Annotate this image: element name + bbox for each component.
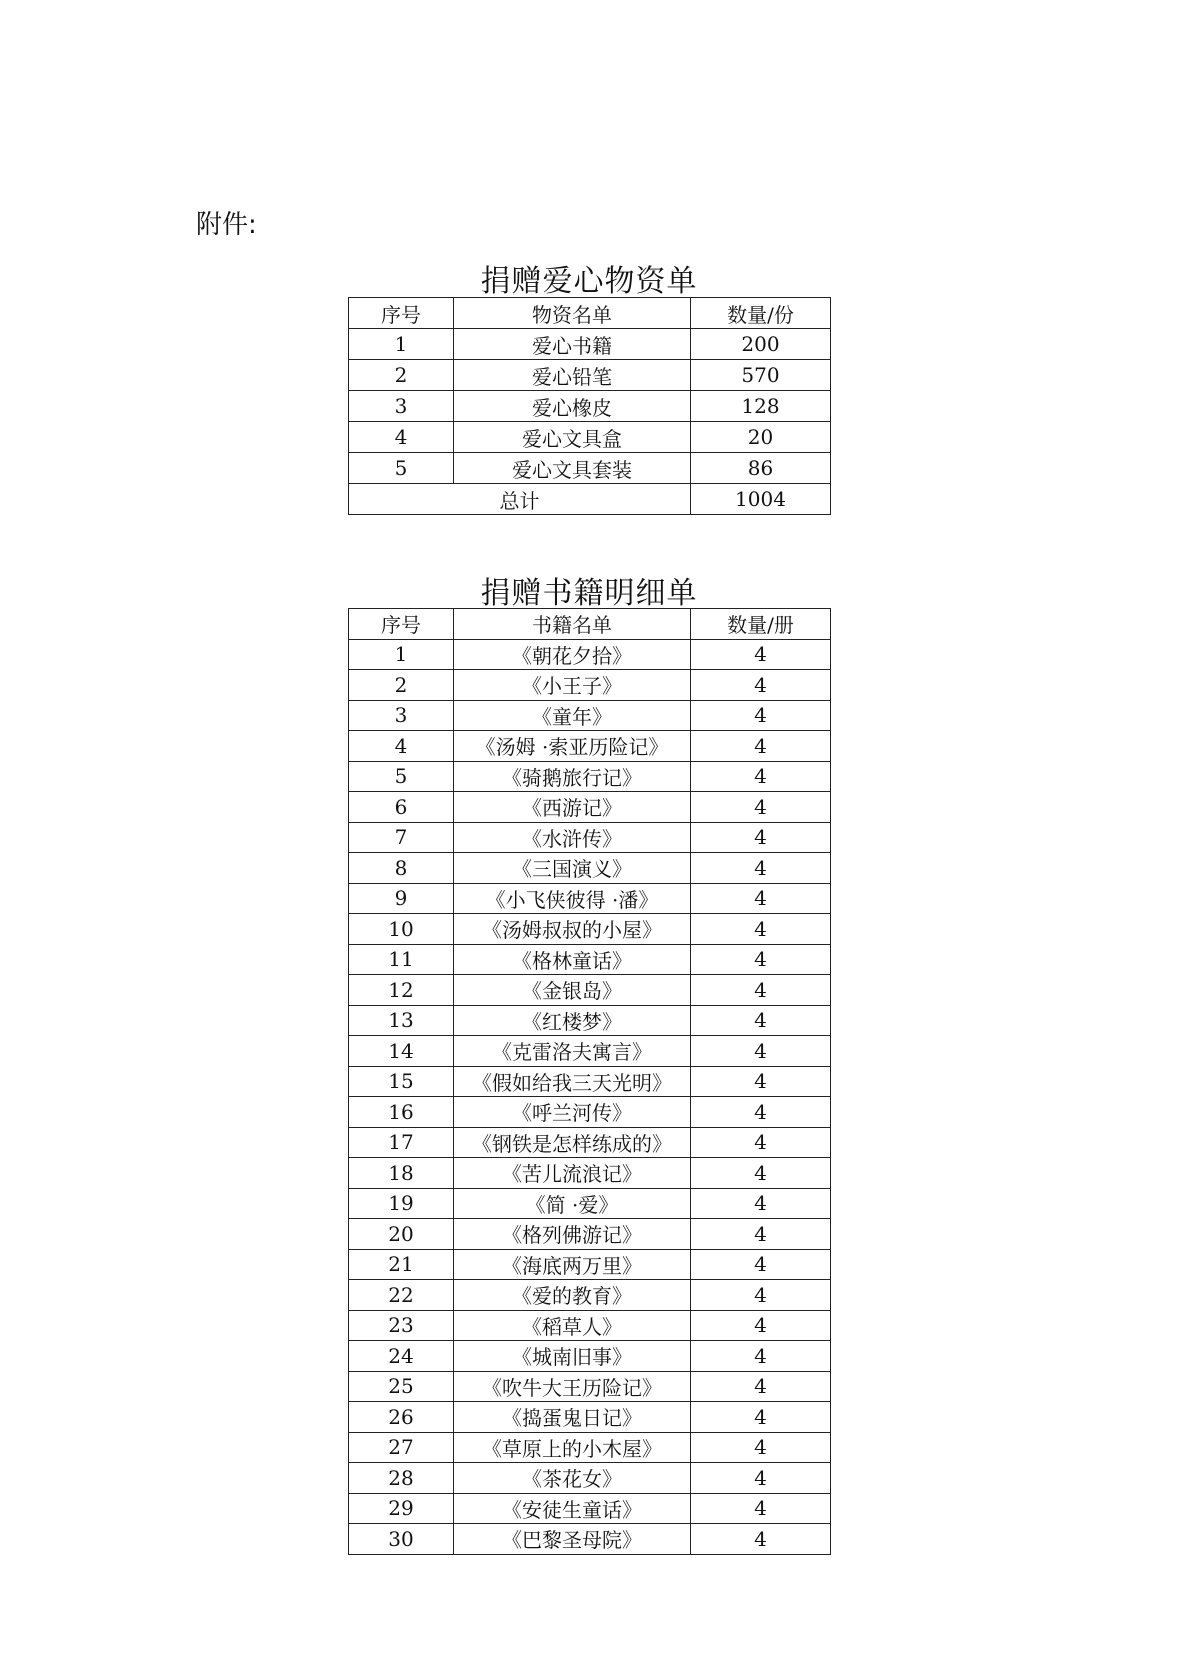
cell-quantity: 4 <box>691 1158 831 1189</box>
column-header-quantity: 数量/册 <box>691 609 831 640</box>
table-row <box>349 453 831 484</box>
cell-index: 27 <box>349 1432 454 1463</box>
cell-name: 《爱的教育》 <box>454 1280 691 1311</box>
cell-quantity: 4 <box>691 731 831 762</box>
table-row <box>349 1219 831 1250</box>
cell-index: 24 <box>349 1341 454 1372</box>
cell-index: 4 <box>349 422 454 453</box>
cell-name: 《茶花女》 <box>454 1463 691 1494</box>
column-header-index: 序号 <box>349 298 454 329</box>
cell-quantity: 4 <box>691 975 831 1006</box>
total-value: 1004 <box>691 484 831 515</box>
table-row <box>349 914 831 945</box>
cell-quantity: 4 <box>691 1341 831 1372</box>
cell-quantity: 4 <box>691 1524 831 1555</box>
table-row <box>349 670 831 701</box>
cell-quantity: 4 <box>691 883 831 914</box>
cell-quantity: 4 <box>691 944 831 975</box>
cell-quantity: 4 <box>691 700 831 731</box>
table-row <box>349 1158 831 1189</box>
table-header-row <box>349 609 831 640</box>
table-row <box>349 853 831 884</box>
cell-index: 11 <box>349 944 454 975</box>
cell-quantity: 4 <box>691 1280 831 1311</box>
cell-name: 《朝花夕拾》 <box>454 639 691 670</box>
cell-index: 17 <box>349 1127 454 1158</box>
table-row <box>349 1280 831 1311</box>
total-label: 总计 <box>349 484 691 515</box>
table-row <box>349 700 831 731</box>
cell-name: 《格列佛游记》 <box>454 1219 691 1250</box>
cell-index: 6 <box>349 792 454 823</box>
cell-index: 21 <box>349 1249 454 1280</box>
cell-name: 《格林童话》 <box>454 944 691 975</box>
cell-quantity: 4 <box>691 1127 831 1158</box>
cell-name: 《水浒传》 <box>454 822 691 853</box>
cell-name: 《骑鹅旅行记》 <box>454 761 691 792</box>
cell-quantity: 4 <box>691 1249 831 1280</box>
cell-index: 4 <box>349 731 454 762</box>
table-row <box>349 822 831 853</box>
cell-index: 20 <box>349 1219 454 1250</box>
cell-quantity: 86 <box>691 453 831 484</box>
cell-index: 29 <box>349 1493 454 1524</box>
cell-index: 7 <box>349 822 454 853</box>
cell-name: 《安徒生童话》 <box>454 1493 691 1524</box>
cell-name: 《红楼梦》 <box>454 1005 691 1036</box>
cell-name: 《呼兰河传》 <box>454 1097 691 1128</box>
cell-index: 14 <box>349 1036 454 1067</box>
cell-quantity: 4 <box>691 914 831 945</box>
table-row <box>349 1371 831 1402</box>
table-row <box>349 944 831 975</box>
cell-name: 《假如给我三天光明》 <box>454 1066 691 1097</box>
table-row <box>349 1188 831 1219</box>
cell-quantity: 4 <box>691 1066 831 1097</box>
cell-quantity: 4 <box>691 761 831 792</box>
table-row <box>349 1005 831 1036</box>
cell-name: 《小王子》 <box>454 670 691 701</box>
table-row <box>349 975 831 1006</box>
table-header-row <box>349 298 831 329</box>
attachment-label: 附件: <box>196 210 257 240</box>
cell-quantity: 4 <box>691 1310 831 1341</box>
table-row <box>349 360 831 391</box>
cell-index: 15 <box>349 1066 454 1097</box>
table-row <box>349 1127 831 1158</box>
cell-name: 《苦儿流浪记》 <box>454 1158 691 1189</box>
cell-index: 30 <box>349 1524 454 1555</box>
table-row <box>349 422 831 453</box>
total-row <box>349 484 831 515</box>
cell-index: 19 <box>349 1188 454 1219</box>
cell-index: 2 <box>349 670 454 701</box>
cell-quantity: 128 <box>691 391 831 422</box>
cell-quantity: 4 <box>691 822 831 853</box>
cell-index: 26 <box>349 1402 454 1433</box>
supplies-table-title: 捐赠爱心物资单 <box>480 264 698 299</box>
cell-quantity: 4 <box>691 1219 831 1250</box>
cell-index: 3 <box>349 391 454 422</box>
table-row <box>349 1341 831 1372</box>
cell-name: 《吹牛大王历险记》 <box>454 1371 691 1402</box>
cell-name: 《稻草人》 <box>454 1310 691 1341</box>
table-row <box>349 1036 831 1067</box>
cell-index: 13 <box>349 1005 454 1036</box>
table-row <box>349 1493 831 1524</box>
cell-quantity: 4 <box>691 1463 831 1494</box>
cell-index: 18 <box>349 1158 454 1189</box>
cell-name: 《捣蛋鬼日记》 <box>454 1402 691 1433</box>
cell-name: 《草原上的小木屋》 <box>454 1432 691 1463</box>
cell-name: 《汤姆 ·索亚历险记》 <box>454 731 691 762</box>
cell-index: 2 <box>349 360 454 391</box>
cell-name: 《简 ·爱》 <box>454 1188 691 1219</box>
cell-name: 《小飞侠彼得 ·潘》 <box>454 883 691 914</box>
cell-name: 爱心文具盒 <box>454 422 691 453</box>
cell-name: 《西游记》 <box>454 792 691 823</box>
cell-name: 《克雷洛夫寓言》 <box>454 1036 691 1067</box>
cell-quantity: 4 <box>691 853 831 884</box>
books-table-title: 捐赠书籍明细单 <box>480 576 698 611</box>
table-row <box>349 639 831 670</box>
table-row <box>349 1432 831 1463</box>
table-row <box>349 1524 831 1555</box>
table-row <box>349 1066 831 1097</box>
cell-quantity: 4 <box>691 670 831 701</box>
cell-quantity: 4 <box>691 1402 831 1433</box>
books-table <box>348 608 831 1555</box>
cell-quantity: 4 <box>691 1188 831 1219</box>
cell-index: 28 <box>349 1463 454 1494</box>
column-header-quantity: 数量/份 <box>691 298 831 329</box>
cell-index: 3 <box>349 700 454 731</box>
table-row <box>349 1402 831 1433</box>
cell-name: 《三国演义》 <box>454 853 691 884</box>
cell-quantity: 4 <box>691 1371 831 1402</box>
cell-name: 《金银岛》 <box>454 975 691 1006</box>
cell-name: 《巴黎圣母院》 <box>454 1524 691 1555</box>
cell-index: 25 <box>349 1371 454 1402</box>
cell-quantity: 4 <box>691 1432 831 1463</box>
cell-index: 8 <box>349 853 454 884</box>
cell-index: 10 <box>349 914 454 945</box>
cell-name: 爱心书籍 <box>454 329 691 360</box>
table-row <box>349 731 831 762</box>
table-row <box>349 761 831 792</box>
table-row <box>349 1097 831 1128</box>
cell-index: 12 <box>349 975 454 1006</box>
cell-index: 9 <box>349 883 454 914</box>
table-row <box>349 1249 831 1280</box>
cell-name: 《汤姆叔叔的小屋》 <box>454 914 691 945</box>
cell-name: 《城南旧事》 <box>454 1341 691 1372</box>
cell-quantity: 4 <box>691 792 831 823</box>
column-header-item: 物资名单 <box>454 298 691 329</box>
table-row <box>349 1310 831 1341</box>
cell-index: 23 <box>349 1310 454 1341</box>
cell-quantity: 570 <box>691 360 831 391</box>
table-row <box>349 883 831 914</box>
cell-name: 爱心铅笔 <box>454 360 691 391</box>
cell-quantity: 200 <box>691 329 831 360</box>
cell-quantity: 4 <box>691 639 831 670</box>
table-row <box>349 391 831 422</box>
cell-name: 爱心橡皮 <box>454 391 691 422</box>
cell-quantity: 4 <box>691 1036 831 1067</box>
cell-name: 《海底两万里》 <box>454 1249 691 1280</box>
cell-quantity: 4 <box>691 1493 831 1524</box>
column-header-index: 序号 <box>349 609 454 640</box>
cell-index: 5 <box>349 453 454 484</box>
cell-index: 1 <box>349 329 454 360</box>
table-row <box>349 1463 831 1494</box>
cell-name: 《童年》 <box>454 700 691 731</box>
cell-name: 《钢铁是怎样练成的》 <box>454 1127 691 1158</box>
cell-name: 爱心文具套装 <box>454 453 691 484</box>
cell-quantity: 4 <box>691 1005 831 1036</box>
supplies-table <box>348 297 831 515</box>
cell-index: 16 <box>349 1097 454 1128</box>
column-header-book: 书籍名单 <box>454 609 691 640</box>
table-row <box>349 329 831 360</box>
cell-index: 5 <box>349 761 454 792</box>
cell-quantity: 4 <box>691 1097 831 1128</box>
cell-index: 22 <box>349 1280 454 1311</box>
cell-quantity: 20 <box>691 422 831 453</box>
cell-index: 1 <box>349 639 454 670</box>
table-row <box>349 792 831 823</box>
